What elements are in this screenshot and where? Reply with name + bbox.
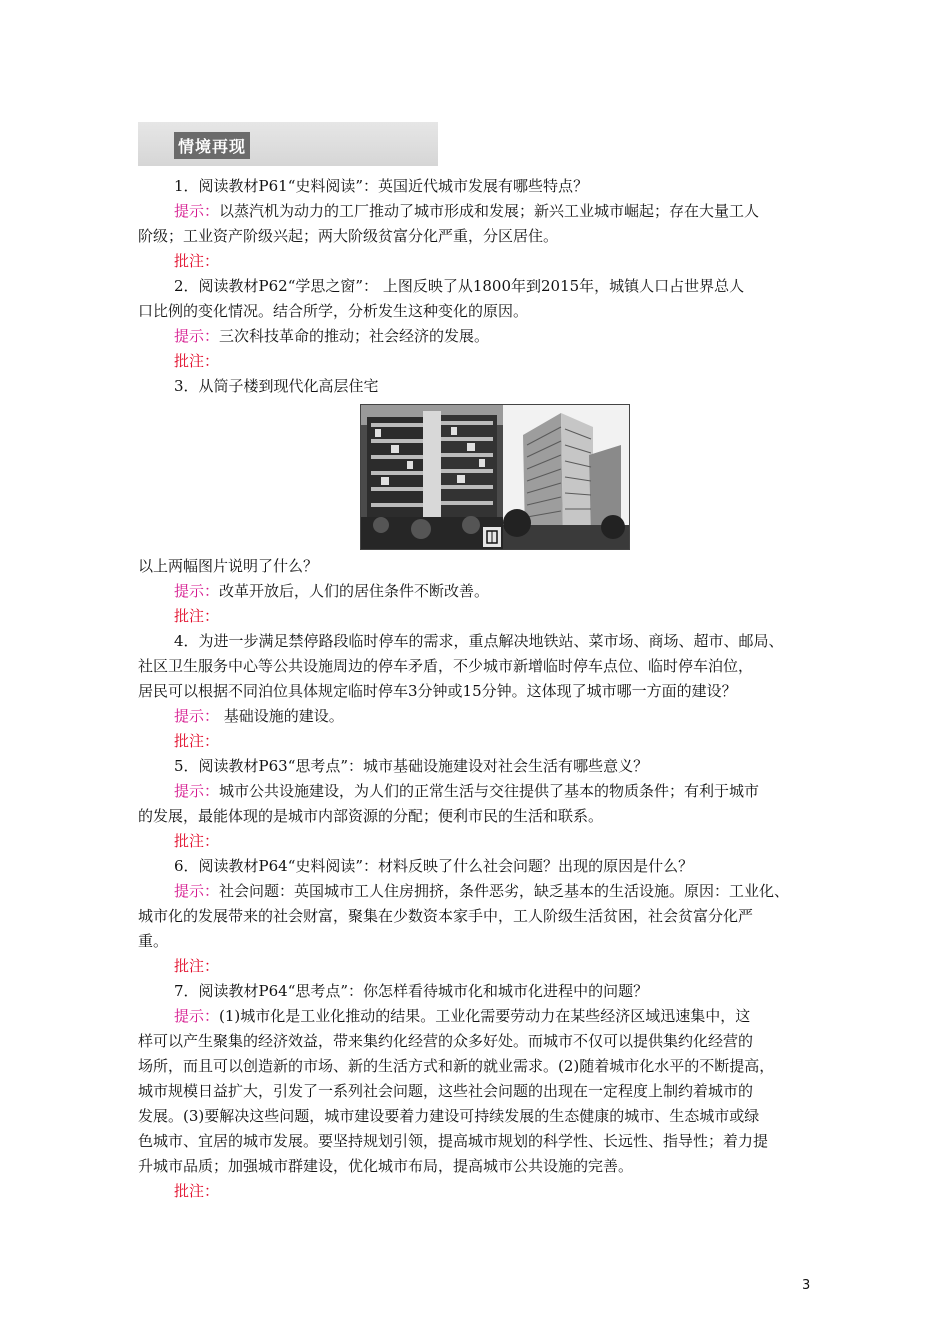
note-1: [138, 249, 814, 274]
question-5: 5．阅读教材P63“思考点”：城市基础设施建设对社会生活有哪些意义？: [174, 757, 649, 775]
question-6: 6．阅读教材P64“史料阅读”：材料反映了什么社会问题？出现的原因是什么？: [174, 857, 694, 875]
note-2: [138, 349, 814, 374]
page-number: 3: [802, 1278, 811, 1293]
hint-5-line-1: 提示：城市公共设施建设，为人们的正常生活与交往提供了基本的物质条件；有利于城市: [174, 782, 760, 800]
hint-5-line-2: 的发展，最能体现的是城市内部资源的分配；便利市民的生活和联系。: [138, 807, 604, 825]
hint-6-line-1: 提示：社会问题：英国城市工人住房拥挤，条件恶劣，缺乏基本的生活设施。原因：工业化、: [174, 882, 790, 900]
note-4: [138, 729, 814, 754]
hint-6-line-3: 重。: [138, 932, 169, 950]
housing-photos: [360, 404, 630, 550]
hint-label: 提示：: [174, 782, 220, 800]
hint-4: 提示： 基础设施的建设。: [174, 707, 344, 725]
note-label: 批注：: [174, 252, 220, 270]
hint-7-line-6: 色城市、宜居的城市发展。要坚持规划引领，提高城市规划的科学性、长远性、指导性；着力提: [138, 1132, 769, 1150]
note-6: [138, 954, 814, 979]
hint-3: 提示：改革开放后，人们的居住条件不断改善。: [174, 582, 490, 600]
question-2-line-1: 2．阅读教材P62“学思之窗”： 上图反映了从1800年到2015年，城镇人口占世界总人: [174, 277, 745, 295]
hint-2: 提示：三次科技革命的推动；社会经济的发展。: [174, 327, 490, 345]
hint-label: 提示：: [174, 582, 220, 600]
question-3: 3．从筒子楼到现代化高层住宅: [174, 377, 379, 395]
hint-label: 提示：: [174, 707, 220, 725]
hint-label: 提示：: [174, 1007, 220, 1025]
hint-1-line-2: 阶级；工业资产阶级兴起；两大阶级贫富分化严重，分区居住。: [138, 227, 559, 245]
document-page: [138, 122, 814, 1204]
question-4-line-3: 居民可以根据不同泊位具体规定临时停车3分钟或15分钟。这体现了城市哪一方面的建设？: [138, 682, 737, 700]
question-7: 7．阅读教材P64“思考点”：你怎样看待城市化和城市化进程中的问题？: [174, 982, 649, 1000]
hint-7-line-7: 升城市品质；加强城市群建设，优化城市布局，提高城市公共设施的完善。: [138, 1157, 634, 1175]
hint-7-line-3: 场所，而且可以创造新的市场、新的生活方式和新的就业需求。(2)随着城市化水平的不断提高，: [138, 1057, 775, 1075]
note-3: [138, 604, 814, 629]
hint-6-line-2: 城市化的发展带来的社会财富，聚集在少数资本家手中，工人阶级生活贫困，社会贫富分化严: [138, 907, 754, 925]
section-header: [138, 122, 438, 166]
hint-label: 提示：: [174, 202, 220, 220]
hint-7-line-1: 提示：(1)城市化是工业化推动的结果。工业化需要劳动力在某些经济区域迅速集中，这: [174, 1007, 751, 1025]
hint-7-line-5: 发展。(3)要解决这些问题，城市建设要着力建设可持续发展的生态健康的城市、生态城市或绿: [138, 1107, 760, 1125]
section-title: 情境再现: [174, 132, 250, 159]
hint-label: 提示：: [174, 882, 220, 900]
hint-label: 提示：: [174, 327, 220, 345]
question-2-line-2: 口比例的变化情况。结合所学，分析发生这种变化的原因。: [138, 302, 529, 320]
note-label: 批注：: [174, 607, 220, 625]
question-3-followup: 以上两幅图片说明了什么？: [138, 557, 319, 575]
question-1: 1．阅读教材P61“史料阅读”：英国近代城市发展有哪些特点？: [174, 177, 589, 195]
note-label: 批注：: [174, 832, 220, 850]
note-label: 批注：: [174, 957, 220, 975]
note-5: [138, 829, 814, 854]
hint-7-line-4: 城市规模日益扩大，引发了一系列社会问题，这些社会问题的出现在一定程度上制约着城市的: [138, 1082, 754, 1100]
note-7: [138, 1179, 814, 1204]
question-4-line-1: 4．为进一步满足禁停路段临时停车的需求，重点解决地铁站、菜市场、商场、超市、邮局、: [174, 632, 784, 650]
tube-building-photo: [361, 405, 503, 549]
hint-1-line-1: 提示：以蒸汽机为动力的工厂推动了城市形成和发展；新兴工业城市崛起；存在大量工人: [174, 202, 760, 220]
question-4-line-2: 社区卫生服务中心等公共设施周边的停车矛盾，不少城市新增临时停车点位、临时停车泊位，: [138, 657, 754, 675]
note-label: 批注：: [174, 732, 220, 750]
high-rise-photo: [503, 405, 629, 549]
note-label: 批注：: [174, 1182, 220, 1200]
hint-7-line-2: 样可以产生聚集的经济效益，带来集约化经营的众多好处。而城市不仅可以提供集约化经营的: [138, 1032, 754, 1050]
note-label: 批注：: [174, 352, 220, 370]
